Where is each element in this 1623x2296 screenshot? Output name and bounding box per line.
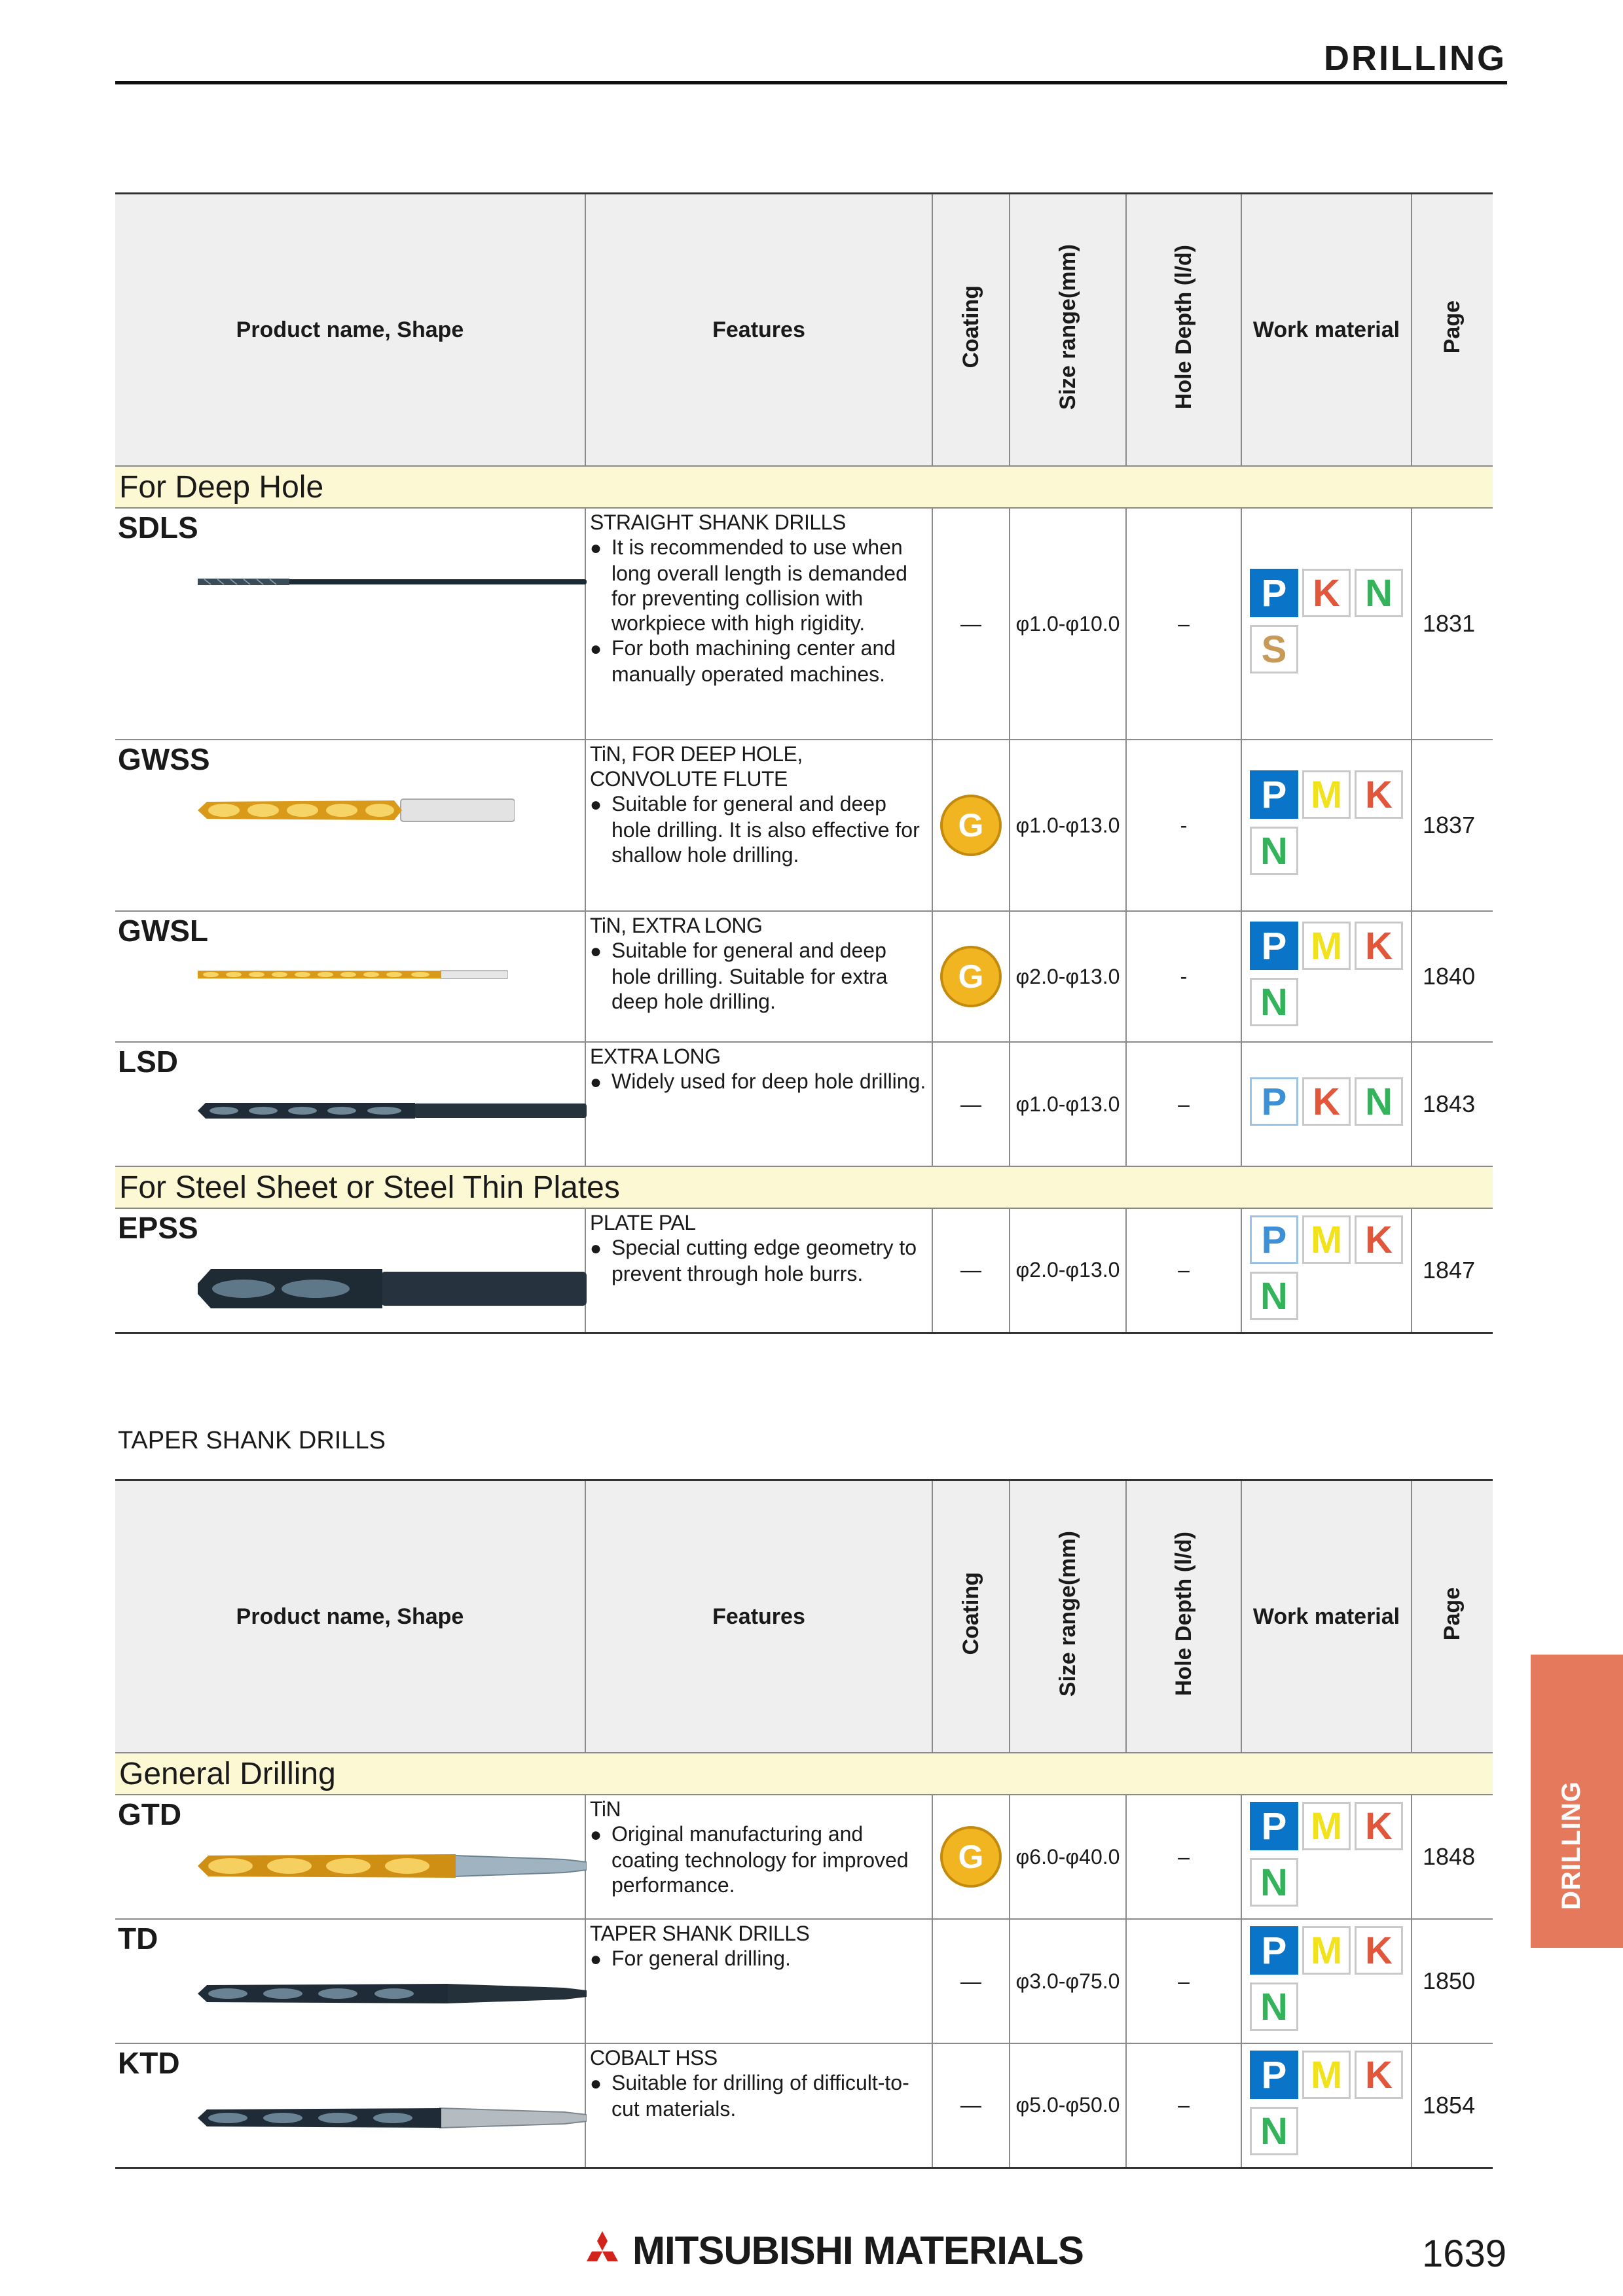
material-k-icon: K xyxy=(1355,1215,1403,1264)
material-m-icon: M xyxy=(1302,2051,1351,2099)
coating-g-icon: G xyxy=(940,946,1002,1007)
section-row xyxy=(115,1166,1493,1208)
product-type: STRAIGHT SHANK DRILLS xyxy=(590,511,846,534)
table-row xyxy=(115,1795,1493,1919)
size-cell: φ5.0-φ50.0 xyxy=(1010,2043,1126,2168)
section-row xyxy=(115,466,1493,508)
product-type-line2: CONVOLUTE FLUTE xyxy=(590,767,788,791)
product-cell xyxy=(115,1208,585,1333)
size-cell: φ1.0-φ13.0 xyxy=(1010,1042,1126,1166)
material-k-icon: K xyxy=(1355,2051,1403,2099)
page-cell: 1848 xyxy=(1412,1795,1493,1919)
brand-logo xyxy=(581,2228,1084,2273)
table-row xyxy=(115,2043,1493,2168)
brand-name: MITSUBISHI MATERIALS xyxy=(632,2229,1084,2272)
table-row xyxy=(115,1919,1493,2043)
page-cell: 1837 xyxy=(1412,740,1493,911)
drill-image-ktd xyxy=(198,2103,587,2132)
material-n-icon: N xyxy=(1250,1272,1298,1320)
work-material-cell xyxy=(1241,1795,1412,1919)
table-row xyxy=(115,1042,1493,1166)
depth-cell: – xyxy=(1126,2043,1241,2168)
table-row xyxy=(115,1208,1493,1333)
material-m-icon: M xyxy=(1302,1926,1351,1975)
size-cell: φ3.0-φ75.0 xyxy=(1010,1919,1126,2043)
feature-bullet: ● Suitable for general and deep hole drilling. Suitable for extra deep hole drilling. xyxy=(590,938,928,1014)
product-cell xyxy=(115,911,585,1042)
work-material-cell xyxy=(1241,2043,1412,2168)
depth-cell: – xyxy=(1126,1042,1241,1166)
page-cell: 1843 xyxy=(1412,1042,1493,1166)
material-k-icon: K xyxy=(1355,1926,1403,1975)
page-cell: 1840 xyxy=(1412,911,1493,1042)
table-row xyxy=(115,911,1493,1042)
product-name: GTD xyxy=(118,1797,182,1831)
product-type: TiN, EXTRA LONG xyxy=(590,914,763,937)
drill-image-gwsl xyxy=(198,967,508,982)
material-n-icon: N xyxy=(1250,1982,1298,2031)
col-page: Page xyxy=(1412,194,1493,467)
col-size: Size range(mm) xyxy=(1010,1480,1126,1753)
side-tab-label: DRILLING xyxy=(1557,1781,1586,1910)
product-name: EPSS xyxy=(118,1211,198,1245)
product-name: SDLS xyxy=(118,511,198,545)
taper-shank-heading: TAPER SHANK DRILLS xyxy=(118,1427,386,1454)
product-type: TiN xyxy=(590,1797,621,1821)
col-depth: Hole Depth (l/d) xyxy=(1126,194,1241,467)
material-p-icon: P xyxy=(1250,1077,1298,1126)
size-cell: φ2.0-φ13.0 xyxy=(1010,911,1126,1042)
work-material-cell xyxy=(1241,508,1412,740)
feature-bullet: ● Original manufacturing and coating technology for improved performance. xyxy=(590,1821,928,1897)
features-cell xyxy=(585,1795,932,1919)
feature-bullet: ● Widely used for deep hole drilling. xyxy=(590,1069,928,1095)
product-name: LSD xyxy=(118,1045,178,1079)
mitsubishi-diamonds-icon xyxy=(581,2230,623,2272)
coating-cell xyxy=(932,911,1010,1042)
material-p-icon: P xyxy=(1250,569,1298,617)
coating-cell: — xyxy=(932,1042,1010,1166)
features-cell xyxy=(585,1042,932,1166)
drill-image-lsd xyxy=(198,1099,587,1122)
straight-shank-table xyxy=(115,192,1493,1334)
col-features: Features xyxy=(585,194,932,467)
material-n-icon: N xyxy=(1250,978,1298,1026)
table-header-row xyxy=(115,194,1493,467)
table-header-row xyxy=(115,1480,1493,1753)
section-title: For Steel Sheet or Steel Thin Plates xyxy=(115,1166,1493,1208)
features-cell xyxy=(585,1208,932,1333)
col-product: Product name, Shape xyxy=(115,194,585,467)
material-m-icon: M xyxy=(1302,1215,1351,1264)
material-p-icon: P xyxy=(1250,1215,1298,1264)
col-work-material: Work material xyxy=(1241,194,1412,467)
depth-cell: - xyxy=(1126,911,1241,1042)
product-type: PLATE PAL xyxy=(590,1211,696,1234)
coating-g-icon: G xyxy=(940,1826,1002,1888)
coating-cell xyxy=(932,1795,1010,1919)
col-page: Page xyxy=(1412,1480,1493,1753)
page-cell: 1831 xyxy=(1412,508,1493,740)
coating-cell xyxy=(932,740,1010,911)
material-n-icon: N xyxy=(1355,1077,1403,1126)
work-material-cell xyxy=(1241,1919,1412,2043)
material-m-icon: M xyxy=(1302,770,1351,819)
drill-image-sdls xyxy=(198,574,587,590)
work-material-cell xyxy=(1241,740,1412,911)
material-p-icon: P xyxy=(1250,922,1298,970)
product-cell xyxy=(115,1919,585,2043)
feature-bullet: ● Suitable for general and deep hole drilling. It is also effective for shallow hole drilling. xyxy=(590,791,928,867)
header-rule xyxy=(115,81,1507,84)
product-type: COBALT HSS xyxy=(590,2046,718,2070)
product-cell xyxy=(115,740,585,911)
page-section-title: DRILLING xyxy=(1324,39,1506,78)
feature-bullet: ● Suitable for drilling of difficult-to-cut materials. xyxy=(590,2070,928,2121)
col-coating: Coating xyxy=(932,194,1010,467)
drill-image-gwss xyxy=(198,794,515,827)
product-cell xyxy=(115,1795,585,1919)
col-coating: Coating xyxy=(932,1480,1010,1753)
product-name: TD xyxy=(118,1922,158,1956)
material-k-icon: K xyxy=(1355,922,1403,970)
features-cell xyxy=(585,1919,932,2043)
coating-cell: — xyxy=(932,1919,1010,2043)
coating-cell: — xyxy=(932,508,1010,740)
table-row xyxy=(115,508,1493,740)
material-n-icon: N xyxy=(1250,1858,1298,1907)
feature-bullet: ● It is recommended to use when long overall length is demanded for preventing collision with workpiece with high rigidity. xyxy=(590,535,928,636)
table-row xyxy=(115,740,1493,911)
work-material-cell xyxy=(1241,911,1412,1042)
work-material-cell xyxy=(1241,1208,1412,1333)
size-cell: φ2.0-φ13.0 xyxy=(1010,1208,1126,1333)
col-product: Product name, Shape xyxy=(115,1480,585,1753)
page-cell: 1854 xyxy=(1412,2043,1493,2168)
depth-cell: – xyxy=(1126,1919,1241,2043)
size-cell: φ1.0-φ13.0 xyxy=(1010,740,1126,911)
product-type: TiN, FOR DEEP HOLE, xyxy=(590,742,803,766)
features-cell xyxy=(585,2043,932,2168)
product-name: GWSS xyxy=(118,742,210,776)
material-n-icon: N xyxy=(1250,2107,1298,2155)
material-n-icon: N xyxy=(1355,569,1403,617)
material-n-icon: N xyxy=(1250,827,1298,875)
material-k-icon: K xyxy=(1355,770,1403,819)
features-cell xyxy=(585,740,932,911)
coating-g-icon: G xyxy=(940,795,1002,856)
depth-cell: – xyxy=(1126,1208,1241,1333)
col-features: Features xyxy=(585,1480,932,1753)
size-cell: φ1.0-φ10.0 xyxy=(1010,508,1126,740)
material-m-icon: M xyxy=(1302,1802,1351,1850)
section-title: For Deep Hole xyxy=(115,466,1493,508)
material-k-icon: K xyxy=(1302,1077,1351,1126)
coating-cell: — xyxy=(932,1208,1010,1333)
depth-cell: – xyxy=(1126,508,1241,740)
col-work-material: Work material xyxy=(1241,1480,1412,1753)
material-p-icon: P xyxy=(1250,1802,1298,1850)
product-name: KTD xyxy=(118,2046,180,2080)
material-p-icon: P xyxy=(1250,770,1298,819)
product-cell xyxy=(115,1042,585,1166)
features-cell xyxy=(585,508,932,740)
depth-cell: – xyxy=(1126,1795,1241,1919)
material-k-icon: K xyxy=(1355,1802,1403,1850)
feature-bullet: ● For both machining center and manually operated machines. xyxy=(590,636,928,687)
product-type: TAPER SHANK DRILLS xyxy=(590,1922,810,1945)
material-s-icon: S xyxy=(1250,625,1298,673)
drill-image-td xyxy=(198,1979,587,2007)
product-cell xyxy=(115,2043,585,2168)
col-depth: Hole Depth (l/d) xyxy=(1126,1480,1241,1753)
page-number: 1639 xyxy=(1421,2233,1506,2275)
drill-image-gtd xyxy=(198,1848,587,1884)
col-size: Size range(mm) xyxy=(1010,194,1126,467)
page-cell: 1850 xyxy=(1412,1919,1493,2043)
section-row xyxy=(115,1753,1493,1795)
product-name: GWSL xyxy=(118,914,208,948)
size-cell: φ6.0-φ40.0 xyxy=(1010,1795,1126,1919)
material-p-icon: P xyxy=(1250,1926,1298,1975)
coating-cell: — xyxy=(932,2043,1010,2168)
material-m-icon: M xyxy=(1302,922,1351,970)
material-k-icon: K xyxy=(1302,569,1351,617)
drill-image-epss xyxy=(198,1264,587,1314)
feature-bullet: ● Special cutting edge geometry to prevent through hole burrs. xyxy=(590,1235,928,1286)
taper-shank-table xyxy=(115,1479,1493,2169)
product-cell xyxy=(115,508,585,740)
work-material-cell xyxy=(1241,1042,1412,1166)
feature-bullet: ● For general drilling. xyxy=(590,1946,928,1972)
features-cell xyxy=(585,911,932,1042)
section-title: General Drilling xyxy=(115,1753,1493,1795)
section-side-tab[interactable] xyxy=(1531,1655,1623,1948)
depth-cell: - xyxy=(1126,740,1241,911)
page-cell: 1847 xyxy=(1412,1208,1493,1333)
product-type: EXTRA LONG xyxy=(590,1045,721,1068)
material-p-icon: P xyxy=(1250,2051,1298,2099)
